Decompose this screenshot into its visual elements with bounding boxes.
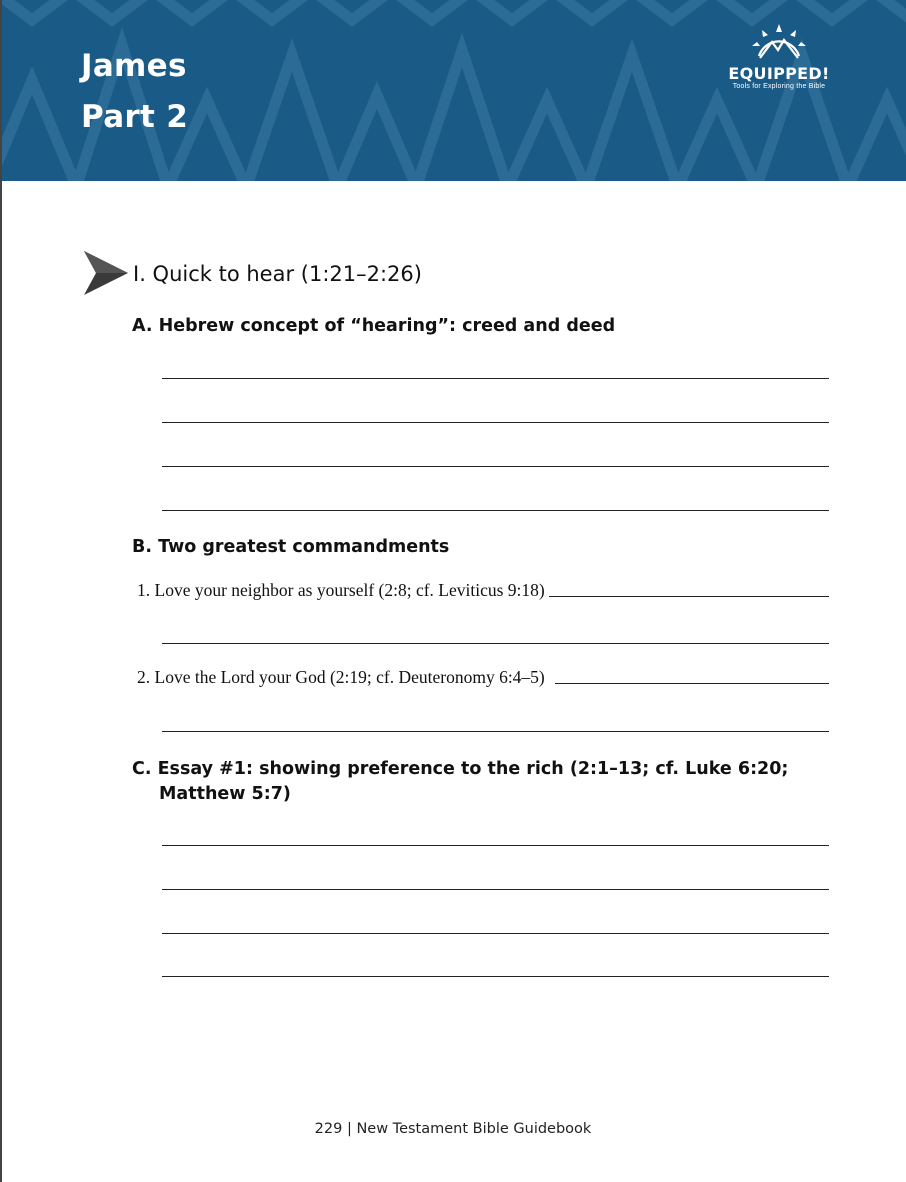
answer-line[interactable]	[162, 889, 829, 890]
list-item-text: 1. Love your neighbor as yourself (2:8; cf. Leviticus 9:18)	[137, 580, 545, 600]
answer-line[interactable]	[162, 933, 829, 934]
compass-mountain-icon	[744, 22, 814, 62]
answer-line[interactable]	[162, 466, 829, 467]
list-item	[137, 580, 829, 601]
page-title-line1: James	[81, 48, 187, 84]
equipped-logo	[714, 22, 844, 102]
subsection-b-heading: B. Two greatest commandments	[132, 537, 450, 557]
answer-line[interactable]	[162, 976, 829, 977]
subsection-c-heading-line1: C. Essay #1: showing preference to the rich (2:1–13; cf. Luke 6:20;	[132, 759, 789, 779]
list-item	[137, 667, 829, 688]
page-footer: 229 | New Testament Bible Guidebook	[314, 1121, 592, 1137]
answer-line[interactable]	[162, 378, 829, 379]
answer-line[interactable]	[162, 845, 829, 846]
answer-line[interactable]	[549, 596, 829, 597]
answer-line[interactable]	[162, 510, 829, 511]
header-banner	[2, 0, 906, 181]
subsection-c-heading	[132, 757, 788, 807]
page-title-line2: Part 2	[81, 99, 189, 135]
list-item-text: 2. Love the Lord your God (2:19; cf. Deuteronomy 6:4–5)	[137, 667, 545, 687]
arrow-bullet-icon	[82, 249, 130, 297]
answer-line[interactable]	[162, 731, 829, 732]
answer-line[interactable]	[555, 683, 829, 684]
subsection-c-heading-line2: Matthew 5:7)	[159, 784, 291, 804]
section-heading: I. Quick to hear (1:21–2:26)	[133, 262, 422, 286]
answer-line[interactable]	[162, 643, 829, 644]
logo-name: EQUIPPED!	[728, 64, 830, 83]
logo-tagline: Tools for Exploring the Bible	[732, 83, 826, 90]
subsection-a-heading: A. Hebrew concept of “hearing”: creed and deed	[132, 316, 616, 336]
answer-line[interactable]	[162, 422, 829, 423]
